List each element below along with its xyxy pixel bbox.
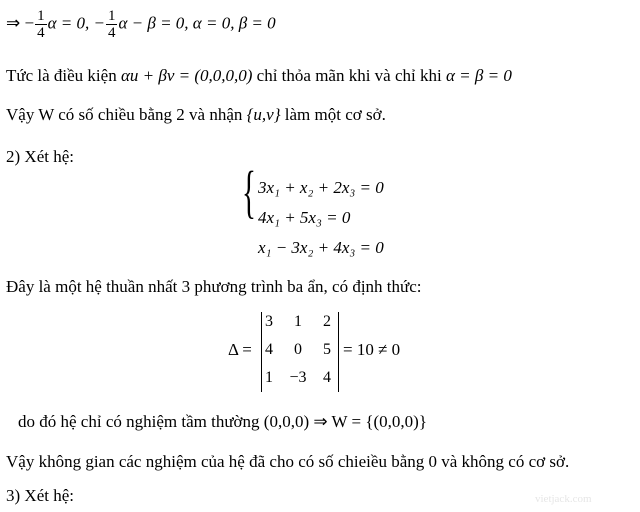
section-3-heading: 3) Xét hệ:: [6, 486, 74, 505]
system-brace: {: [242, 159, 256, 224]
system-equation-3: x₁ − 3x₂ + 4x₃ = 0: [258, 238, 384, 257]
alpha-beta-zero: α = β = 0: [445, 66, 512, 85]
basis-rest: làm một cơ sở.: [284, 105, 386, 124]
det-cell-6: 5: [323, 341, 331, 358]
condition-text: Tức là điều kiện: [6, 66, 117, 85]
watermark: vietjack.com: [535, 493, 592, 505]
det-cell-3: 2: [323, 313, 331, 330]
det-cell-9: 4: [323, 369, 331, 386]
det-cell-8: −3: [289, 369, 307, 386]
basis-set: {u,v}: [246, 105, 281, 124]
condition-line: [6, 66, 512, 86]
implies-prefix: ⇒ −: [6, 13, 35, 33]
solution-space-line: Vậy không gian các nghiệm của hệ đã cho có số chieiều bằng 0 và không có cơ sở.: [6, 452, 570, 471]
det-cell-5: 0: [294, 341, 302, 358]
system-equation-1: 3x₁ + x₂ + 2x₃ = 0: [258, 178, 384, 197]
trivial-solution-line: [18, 412, 427, 432]
system-equation-2: 4x₁ + 5x₃ = 0: [258, 208, 351, 227]
fraction-1: $\frac{1}{4}$: [37, 8, 45, 41]
det-cell-2: 1: [294, 313, 302, 330]
equation-mid-2: α − β = 0, α = 0, β = 0: [118, 13, 276, 33]
basis-line: [6, 105, 386, 125]
trivial-solution-math: (0,0,0) ⇒ W = {(0,0,0)}: [263, 412, 428, 431]
equation-line-1: [6, 8, 276, 41]
equation-mid-1: α = 0, −: [47, 13, 105, 33]
linear-combination: αu + βv = (0,0,0,0): [120, 66, 253, 85]
section-2-heading: 2) Xét hệ:: [6, 147, 74, 166]
delta-label: Δ =: [228, 340, 252, 359]
det-cell-4: 4: [265, 341, 273, 358]
condition-rest: chỉ thỏa mãn khi và chỉ khi: [256, 66, 442, 85]
det-cell-7: 1: [265, 369, 273, 386]
det-cell-1: 3: [265, 313, 273, 330]
determinant-intro: Đây là một hệ thuần nhất 3 phương trình ba ẩn, có định thức:: [6, 277, 422, 296]
determinant-result: = 10 ≠ 0: [343, 340, 401, 359]
fraction-2: $\frac{1}{4}$: [107, 8, 116, 41]
basis-text: Vậy W có số chiều bằng 2 và nhận: [6, 105, 243, 124]
trivial-solution-text: do đó hệ chỉ có nghiệm tầm thường: [18, 412, 260, 431]
